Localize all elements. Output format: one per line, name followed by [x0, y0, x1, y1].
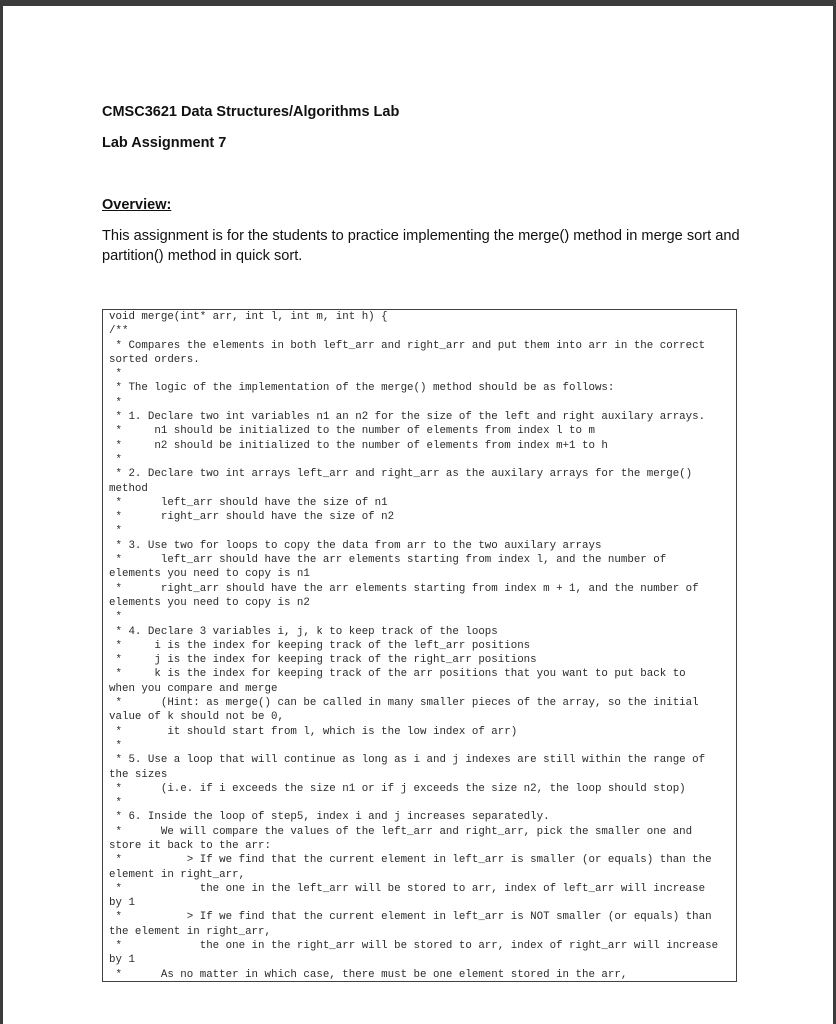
- code-block: [102, 309, 737, 982]
- course-title: CMSC3621 Data Structures/Algorithms Lab: [102, 104, 400, 120]
- overview-paragraph: This assignment is for the students to practice implementing the merge() method in merge sort and partition() method in quick sort.: [102, 228, 740, 264]
- page-left-border: [0, 0, 3, 1024]
- merge-function-code: void merge(int* arr, int l, int m, int h) { /** * Compares the elements in both left_arr and right_arr and put them into arr in the correct sorted orders. * * The logic of the implementation of the merge() method should be as follows: * * 1. Declare two int variables n1 an n2 for the size of the left and right auxilary arrays. * n1 should be initialized to the number of elements from index l to m * n2 should be initialized to the number of elements from index m+1 to h * * 2. Declare two int arrays left_arr and right_arr as the auxilary arrays for the merge() method * left_arr should have the size of n1 * right_arr should have the size of n2 * * 3. Use two for loops to copy the data from arr to the two auxilary arrays * left_arr should have the arr elements starting from index l, and the number of elements you need to copy is n1 * right_arr should have the arr elements starting from index m + 1, and the number of elements you need to copy is n2 * * 4. Declare 3 variables i, j, k to keep track of the loops * i is the index for keeping track of the left_arr positions * j is the index for keeping track of the right_arr positions * k is the index for keeping track of the arr positions that you want to put back to when you compare and merge * (Hint: as merge() can be called in many smaller pieces of the array, so the initial value of k should not be 0, * it should start from l, which is the low index of arr) * * 5. Use a loop that will continue as long as i and j indexes are still within the range of the sizes * (i.e. if i exceeds the size n1 or if j exceeds the size n2, the loop should stop) * * 6. Inside the loop of step5, index i and j increases separatedly. * We will compare the values of the left_arr and right_arr, pick the smaller one and store it back to the arr: * > If we find that the current element in left_arr is smaller (or equals) than the element in right_arr, * the one in the left_arr will be stored to arr, index of left_arr will increase by 1 * > If we find that the current element in left_arr is NOT smaller (or equals) than the element in right_arr, * the one in the right_arr will be stored to arr, index of right_arr will increase by 1 * As no matter in which case, there must be one element stored in the arr,: [109, 311, 719, 981]
- overview-heading: Overview:: [102, 197, 172, 213]
- lab-title: Lab Assignment 7: [102, 135, 227, 151]
- page-top-border: [0, 0, 836, 6]
